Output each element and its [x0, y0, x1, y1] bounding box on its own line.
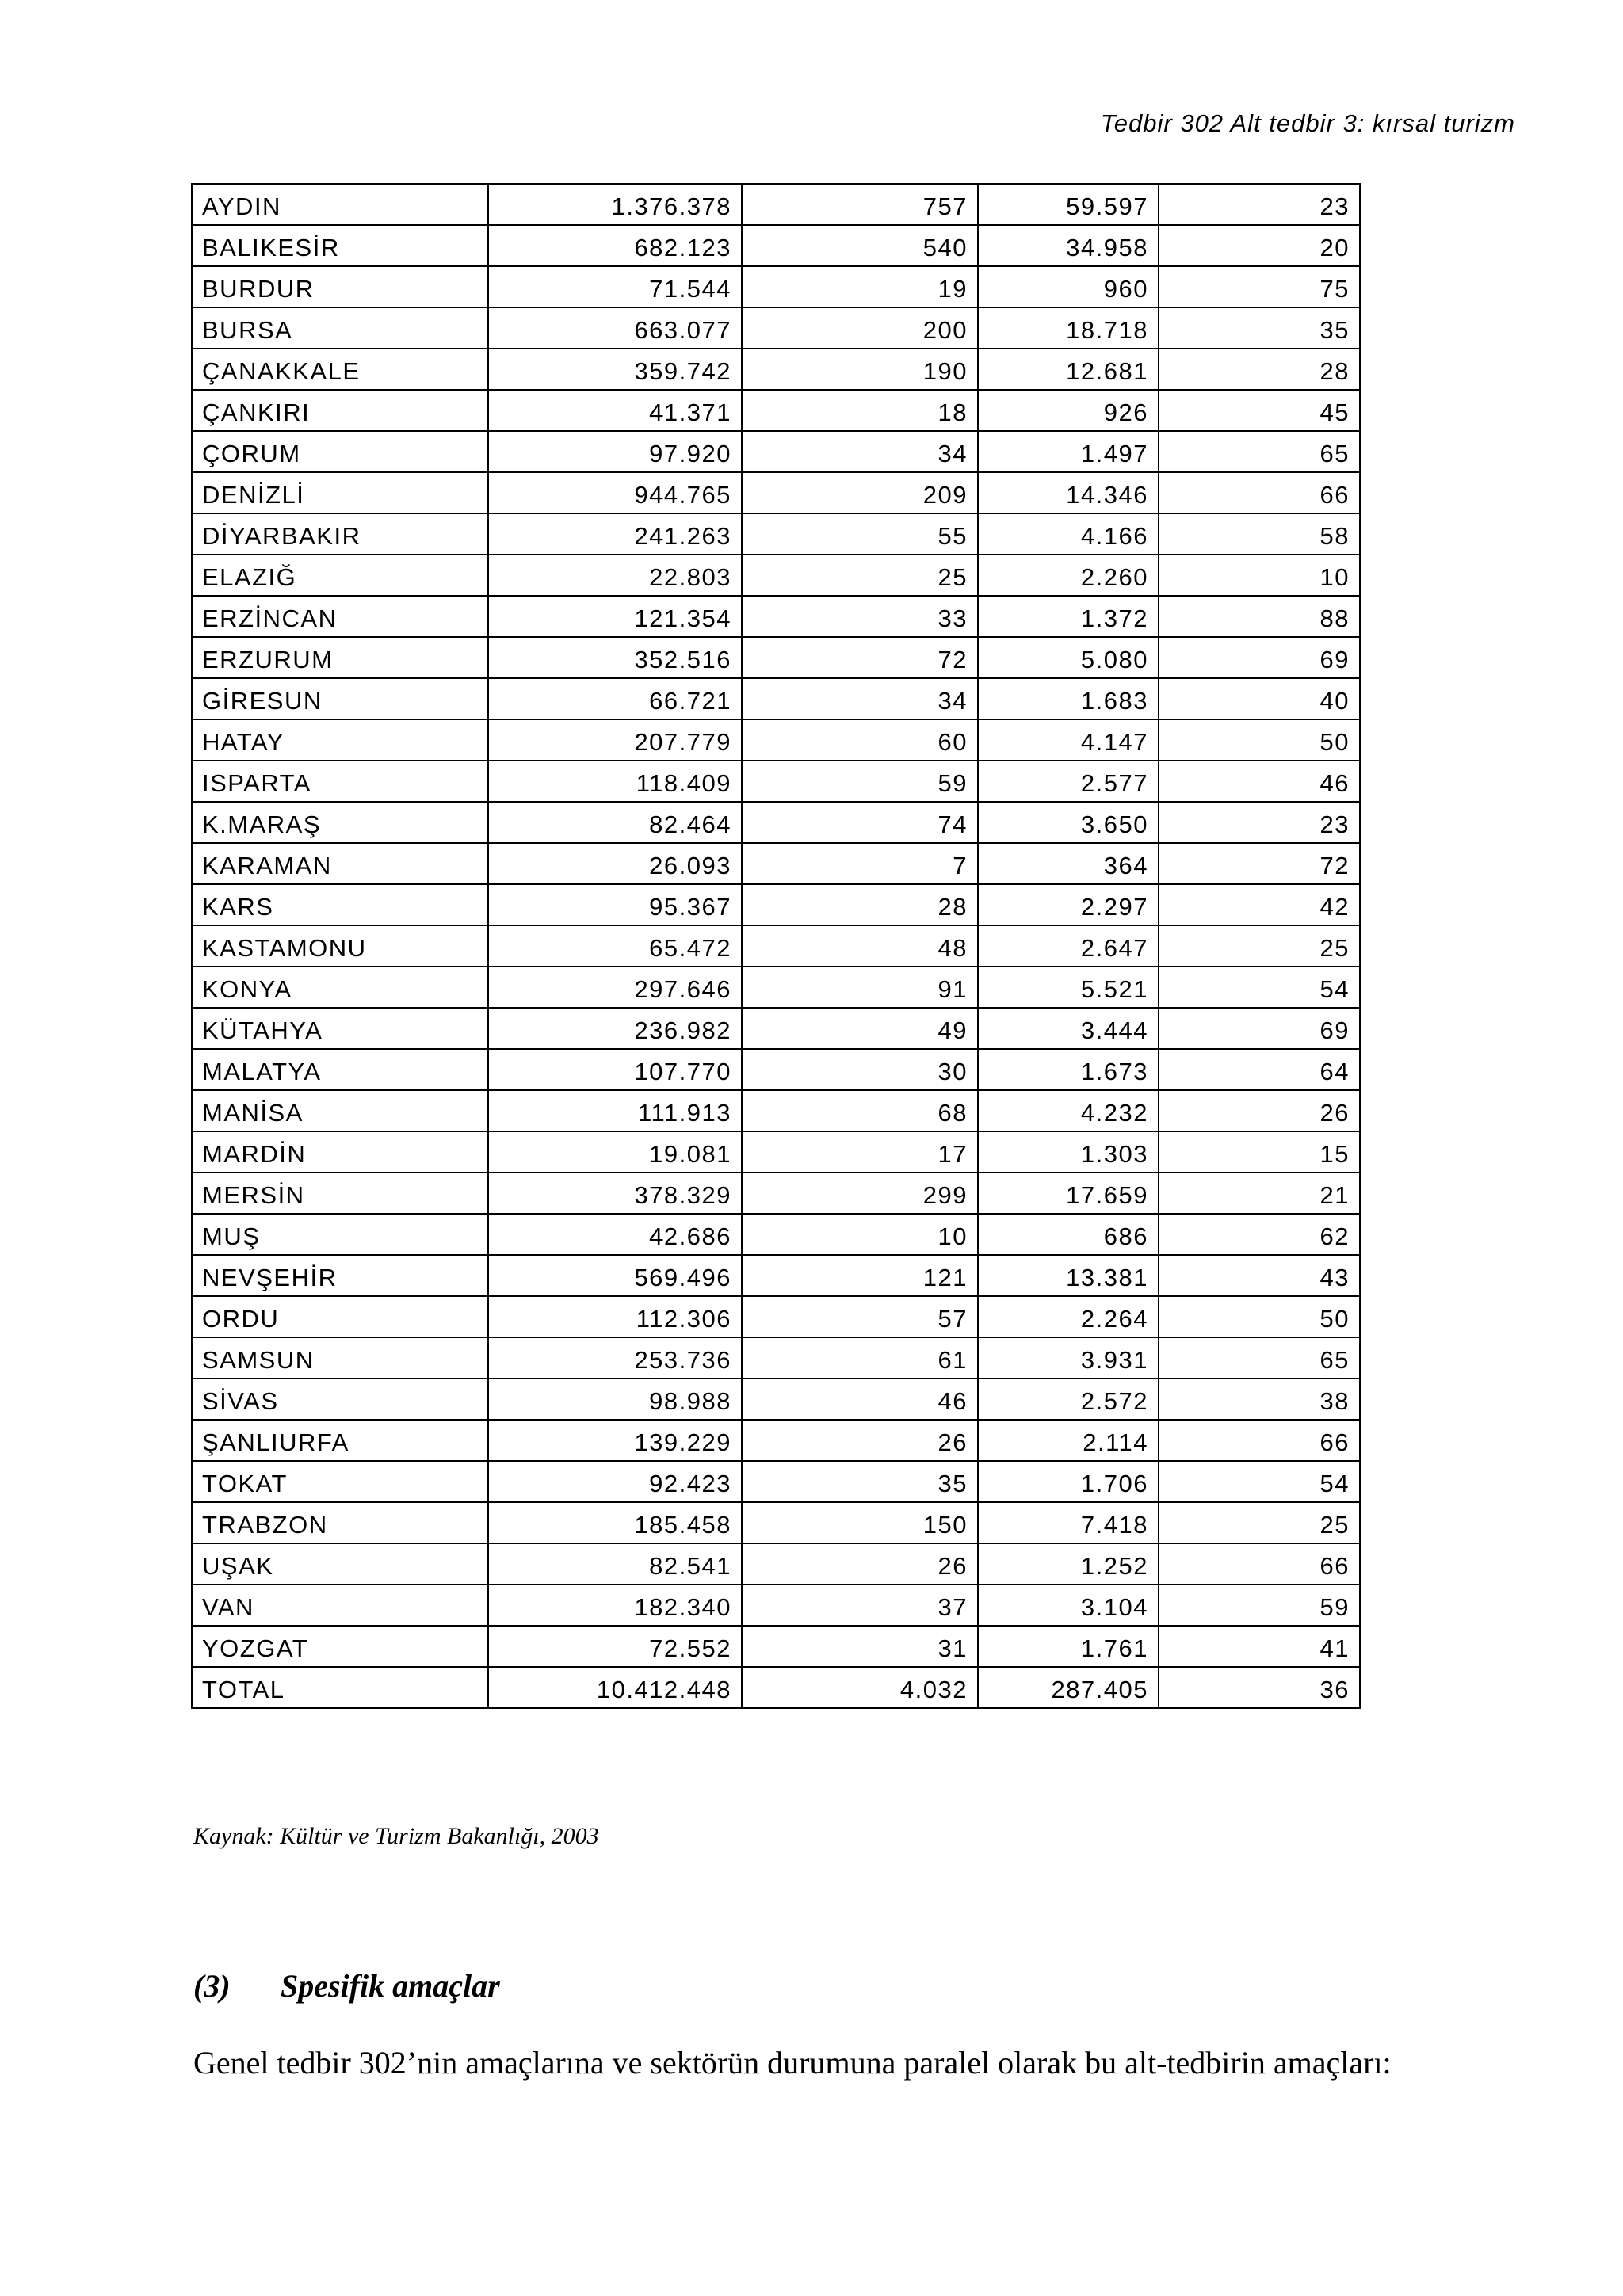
table-row [192, 1008, 1360, 1049]
value-cell: 7 [742, 843, 978, 884]
value-cell: 569.496 [488, 1255, 742, 1296]
value-cell: 364 [978, 843, 1159, 884]
value-cell: 359.742 [488, 349, 742, 390]
value-cell: 69 [1159, 637, 1360, 678]
value-cell: 190 [742, 349, 978, 390]
province-name-cell: KONYA [192, 967, 488, 1008]
value-cell: 31 [742, 1626, 978, 1667]
province-name-cell: BALIKESİR [192, 225, 488, 266]
body-paragraph: Genel tedbir 302’nin amaçlarına ve sektörün durumuna paralel olarak bu alt-tedbirin amaçları: [193, 2045, 1392, 2081]
table-row [192, 967, 1360, 1008]
value-cell: 118.409 [488, 761, 742, 802]
value-cell: 28 [1159, 349, 1360, 390]
table-row [192, 431, 1360, 472]
table-row [192, 1337, 1360, 1379]
value-cell: 2.114 [978, 1420, 1159, 1461]
value-cell: 37 [742, 1585, 978, 1626]
province-name-cell: SAMSUN [192, 1337, 488, 1379]
value-cell: 352.516 [488, 637, 742, 678]
table-row [192, 513, 1360, 555]
value-cell: 64 [1159, 1049, 1360, 1090]
value-cell: 1.376.378 [488, 184, 742, 225]
value-cell: 17.659 [978, 1173, 1159, 1214]
province-name-cell: DENİZLİ [192, 472, 488, 513]
value-cell: 25 [1159, 925, 1360, 967]
value-cell: 34 [742, 678, 978, 719]
value-cell: 10 [742, 1214, 978, 1255]
value-cell: 1.706 [978, 1461, 1159, 1502]
value-cell: 65 [1159, 1337, 1360, 1379]
value-cell: 207.779 [488, 719, 742, 761]
value-cell: 20 [1159, 225, 1360, 266]
table-row [192, 472, 1360, 513]
value-cell: 297.646 [488, 967, 742, 1008]
value-cell: 209 [742, 472, 978, 513]
value-cell: 46 [742, 1379, 978, 1420]
value-cell: 40 [1159, 678, 1360, 719]
table-row [192, 1420, 1360, 1461]
value-cell: 5.521 [978, 967, 1159, 1008]
table-row [192, 843, 1360, 884]
value-cell: 66.721 [488, 678, 742, 719]
value-cell: 65 [1159, 431, 1360, 472]
value-cell: 34 [742, 431, 978, 472]
value-cell: 59 [1159, 1585, 1360, 1626]
value-cell: 33 [742, 596, 978, 637]
value-cell: 72.552 [488, 1626, 742, 1667]
province-name-cell: BURSA [192, 307, 488, 349]
value-cell: 18 [742, 390, 978, 431]
section-number: (3) [193, 1968, 231, 2004]
value-cell: 42 [1159, 884, 1360, 925]
value-cell: 17 [742, 1131, 978, 1173]
value-cell: 378.329 [488, 1173, 742, 1214]
value-cell: 26 [742, 1543, 978, 1585]
province-name-cell: ŞANLIURFA [192, 1420, 488, 1461]
value-cell: 26 [742, 1420, 978, 1461]
table-row [192, 1502, 1360, 1543]
value-cell: 65.472 [488, 925, 742, 967]
value-cell: 26 [1159, 1090, 1360, 1131]
value-cell: 241.263 [488, 513, 742, 555]
value-cell: 944.765 [488, 472, 742, 513]
province-table [191, 183, 1361, 1709]
table-row [192, 678, 1360, 719]
value-cell: 61 [742, 1337, 978, 1379]
province-table-body [192, 184, 1360, 1708]
value-cell: 54 [1159, 1461, 1360, 1502]
table-row [192, 637, 1360, 678]
value-cell: 121 [742, 1255, 978, 1296]
province-name-cell: ÇORUM [192, 431, 488, 472]
province-name-cell: YOZGAT [192, 1626, 488, 1667]
value-cell: 45 [1159, 390, 1360, 431]
province-name-cell: AYDIN [192, 184, 488, 225]
province-name-cell: TOKAT [192, 1461, 488, 1502]
value-cell: 14.346 [978, 472, 1159, 513]
province-name-cell: BURDUR [192, 266, 488, 307]
province-name-cell: ISPARTA [192, 761, 488, 802]
value-cell: 43 [1159, 1255, 1360, 1296]
value-cell: 35 [742, 1461, 978, 1502]
value-cell: 10.412.448 [488, 1667, 742, 1708]
section-heading [193, 1967, 500, 2004]
value-cell: 1.761 [978, 1626, 1159, 1667]
table-row [192, 1173, 1360, 1214]
value-cell: 38 [1159, 1379, 1360, 1420]
value-cell: 95.367 [488, 884, 742, 925]
value-cell: 13.381 [978, 1255, 1159, 1296]
value-cell: 686 [978, 1214, 1159, 1255]
value-cell: 66 [1159, 1420, 1360, 1461]
table-source: Kaynak: Kültür ve Turizm Bakanlığı, 2003 [193, 1823, 599, 1849]
table-row [192, 555, 1360, 596]
value-cell: 200 [742, 307, 978, 349]
value-cell: 66 [1159, 472, 1360, 513]
value-cell: 75 [1159, 266, 1360, 307]
value-cell: 28 [742, 884, 978, 925]
value-cell: 48 [742, 925, 978, 967]
value-cell: 757 [742, 184, 978, 225]
value-cell: 10 [1159, 555, 1360, 596]
value-cell: 2.572 [978, 1379, 1159, 1420]
province-name-cell: ORDU [192, 1296, 488, 1337]
table-row [192, 1255, 1360, 1296]
value-cell: 18.718 [978, 307, 1159, 349]
table-row [192, 225, 1360, 266]
table-row [192, 349, 1360, 390]
value-cell: 50 [1159, 1296, 1360, 1337]
value-cell: 26.093 [488, 843, 742, 884]
province-name-cell: ÇANKIRI [192, 390, 488, 431]
value-cell: 926 [978, 390, 1159, 431]
table-row [192, 925, 1360, 967]
table-row [192, 1667, 1360, 1708]
value-cell: 25 [1159, 1502, 1360, 1543]
value-cell: 23 [1159, 184, 1360, 225]
value-cell: 88 [1159, 596, 1360, 637]
province-name-cell: ERZURUM [192, 637, 488, 678]
value-cell: 4.232 [978, 1090, 1159, 1131]
value-cell: 3.444 [978, 1008, 1159, 1049]
section-title: Spesifik amaçlar [281, 1968, 500, 2004]
value-cell: 34.958 [978, 225, 1159, 266]
table-row [192, 1543, 1360, 1585]
value-cell: 98.988 [488, 1379, 742, 1420]
table-row [192, 1379, 1360, 1420]
value-cell: 663.077 [488, 307, 742, 349]
table-row [192, 1090, 1360, 1131]
table-row [192, 719, 1360, 761]
value-cell: 41.371 [488, 390, 742, 431]
value-cell: 1.372 [978, 596, 1159, 637]
value-cell: 185.458 [488, 1502, 742, 1543]
value-cell: 2.647 [978, 925, 1159, 967]
table-row [192, 1131, 1360, 1173]
value-cell: 54 [1159, 967, 1360, 1008]
value-cell: 139.229 [488, 1420, 742, 1461]
province-name-cell: HATAY [192, 719, 488, 761]
value-cell: 5.080 [978, 637, 1159, 678]
province-name-cell: KARAMAN [192, 843, 488, 884]
value-cell: 1.252 [978, 1543, 1159, 1585]
value-cell: 3.931 [978, 1337, 1159, 1379]
province-name-cell: MARDİN [192, 1131, 488, 1173]
value-cell: 69 [1159, 1008, 1360, 1049]
value-cell: 111.913 [488, 1090, 742, 1131]
value-cell: 82.541 [488, 1543, 742, 1585]
table-row [192, 1626, 1360, 1667]
province-name-cell: GİRESUN [192, 678, 488, 719]
value-cell: 19.081 [488, 1131, 742, 1173]
value-cell: 97.920 [488, 431, 742, 472]
table-row [192, 184, 1360, 225]
value-cell: 7.418 [978, 1502, 1159, 1543]
table-row [192, 1461, 1360, 1502]
value-cell: 112.306 [488, 1296, 742, 1337]
value-cell: 4.147 [978, 719, 1159, 761]
province-name-cell: MANİSA [192, 1090, 488, 1131]
province-name-cell: MERSİN [192, 1173, 488, 1214]
value-cell: 82.464 [488, 802, 742, 843]
value-cell: 253.736 [488, 1337, 742, 1379]
value-cell: 68 [742, 1090, 978, 1131]
table-row [192, 307, 1360, 349]
value-cell: 12.681 [978, 349, 1159, 390]
table-row [192, 1049, 1360, 1090]
value-cell: 46 [1159, 761, 1360, 802]
value-cell: 72 [1159, 843, 1360, 884]
value-cell: 92.423 [488, 1461, 742, 1502]
table-row [192, 761, 1360, 802]
value-cell: 121.354 [488, 596, 742, 637]
value-cell: 2.260 [978, 555, 1159, 596]
province-name-cell: K.MARAŞ [192, 802, 488, 843]
value-cell: 2.297 [978, 884, 1159, 925]
province-name-cell: KARS [192, 884, 488, 925]
value-cell: 59 [742, 761, 978, 802]
table-row [192, 266, 1360, 307]
value-cell: 4.032 [742, 1667, 978, 1708]
province-name-cell: TOTAL [192, 1667, 488, 1708]
value-cell: 182.340 [488, 1585, 742, 1626]
value-cell: 49 [742, 1008, 978, 1049]
province-name-cell: TRABZON [192, 1502, 488, 1543]
province-name-cell: SİVAS [192, 1379, 488, 1420]
value-cell: 36 [1159, 1667, 1360, 1708]
value-cell: 23 [1159, 802, 1360, 843]
province-name-cell: VAN [192, 1585, 488, 1626]
value-cell: 299 [742, 1173, 978, 1214]
value-cell: 236.982 [488, 1008, 742, 1049]
table-row [192, 1296, 1360, 1337]
value-cell: 2.577 [978, 761, 1159, 802]
value-cell: 60 [742, 719, 978, 761]
table-row [192, 1585, 1360, 1626]
province-name-cell: UŞAK [192, 1543, 488, 1585]
value-cell: 22.803 [488, 555, 742, 596]
table-row [192, 1214, 1360, 1255]
value-cell: 2.264 [978, 1296, 1159, 1337]
value-cell: 1.673 [978, 1049, 1159, 1090]
value-cell: 74 [742, 802, 978, 843]
value-cell: 107.770 [488, 1049, 742, 1090]
value-cell: 287.405 [978, 1667, 1159, 1708]
value-cell: 15 [1159, 1131, 1360, 1173]
value-cell: 4.166 [978, 513, 1159, 555]
province-name-cell: KASTAMONU [192, 925, 488, 967]
value-cell: 30 [742, 1049, 978, 1090]
value-cell: 960 [978, 266, 1159, 307]
value-cell: 58 [1159, 513, 1360, 555]
value-cell: 35 [1159, 307, 1360, 349]
value-cell: 91 [742, 967, 978, 1008]
value-cell: 1.683 [978, 678, 1159, 719]
value-cell: 41 [1159, 1626, 1360, 1667]
value-cell: 682.123 [488, 225, 742, 266]
value-cell: 62 [1159, 1214, 1360, 1255]
province-name-cell: DİYARBAKIR [192, 513, 488, 555]
value-cell: 59.597 [978, 184, 1159, 225]
table-row [192, 802, 1360, 843]
table-row [192, 884, 1360, 925]
province-name-cell: ÇANAKKALE [192, 349, 488, 390]
value-cell: 25 [742, 555, 978, 596]
province-name-cell: NEVŞEHİR [192, 1255, 488, 1296]
value-cell: 71.544 [488, 266, 742, 307]
province-name-cell: ELAZIĞ [192, 555, 488, 596]
table-row [192, 390, 1360, 431]
value-cell: 3.650 [978, 802, 1159, 843]
value-cell: 57 [742, 1296, 978, 1337]
value-cell: 72 [742, 637, 978, 678]
value-cell: 50 [1159, 719, 1360, 761]
value-cell: 540 [742, 225, 978, 266]
value-cell: 3.104 [978, 1585, 1159, 1626]
value-cell: 42.686 [488, 1214, 742, 1255]
value-cell: 1.303 [978, 1131, 1159, 1173]
province-name-cell: MALATYA [192, 1049, 488, 1090]
value-cell: 21 [1159, 1173, 1360, 1214]
value-cell: 55 [742, 513, 978, 555]
value-cell: 19 [742, 266, 978, 307]
value-cell: 1.497 [978, 431, 1159, 472]
province-name-cell: KÜTAHYA [192, 1008, 488, 1049]
province-name-cell: ERZİNCAN [192, 596, 488, 637]
page-header: Tedbir 302 Alt tedbir 3: kırsal turizm [1100, 109, 1515, 137]
province-name-cell: MUŞ [192, 1214, 488, 1255]
table-row [192, 596, 1360, 637]
value-cell: 150 [742, 1502, 978, 1543]
value-cell: 66 [1159, 1543, 1360, 1585]
